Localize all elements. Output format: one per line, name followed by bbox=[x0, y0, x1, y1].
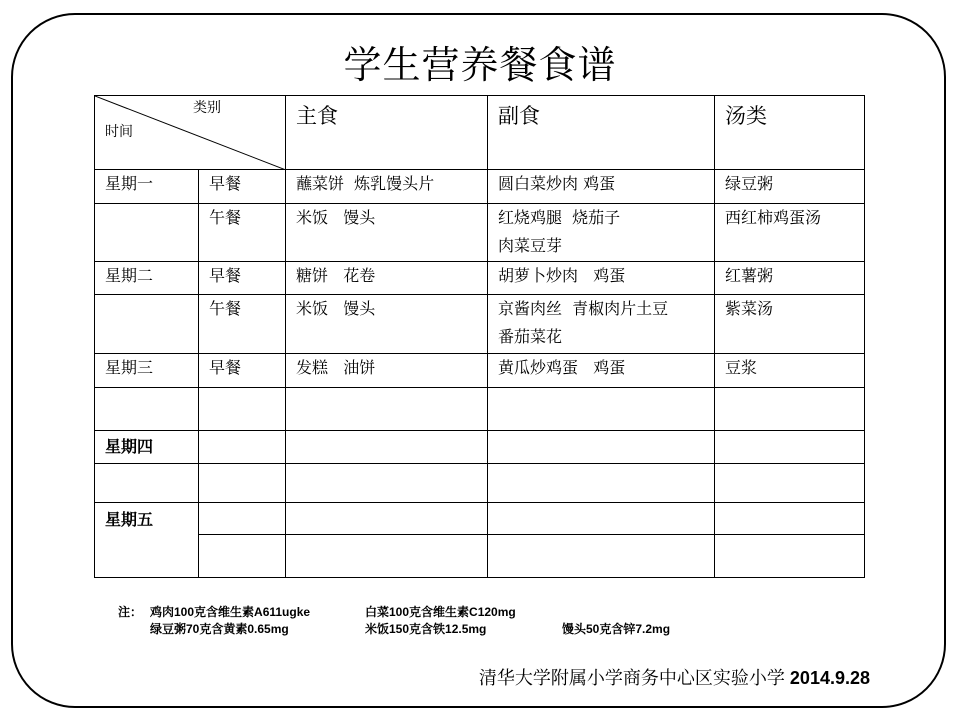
empty-cell bbox=[199, 464, 286, 503]
side-cell: 黄瓜炒鸡蛋 鸡蛋 bbox=[488, 354, 715, 388]
side-cell: 胡萝卜炒肉 鸡蛋 bbox=[488, 262, 715, 295]
note-chicken: 鸡肉100克含维生素A611ugke bbox=[150, 605, 311, 619]
empty-cell bbox=[488, 388, 715, 431]
day-cell bbox=[95, 295, 199, 354]
side-cell: 红烧鸡腿 烧茄子 肉菜豆芽 bbox=[488, 204, 715, 262]
empty-cell bbox=[715, 431, 865, 464]
table-row bbox=[95, 431, 865, 464]
empty-cell bbox=[488, 535, 715, 578]
header-staple: 主食 bbox=[286, 96, 488, 170]
note-label: 注： bbox=[118, 605, 143, 619]
empty-cell bbox=[286, 503, 488, 535]
empty-cell bbox=[95, 464, 199, 503]
soup-cell: 西红柿鸡蛋汤 bbox=[715, 204, 865, 262]
empty-cell bbox=[715, 388, 865, 431]
side-cell: 京酱肉丝 青椒肉片土豆 番茄菜花 bbox=[488, 295, 715, 354]
day-cell: 星期三 bbox=[95, 354, 199, 388]
empty-cell bbox=[286, 431, 488, 464]
day-cell: 星期四 bbox=[95, 431, 199, 464]
note-bun: 馒头50克含锌7.2mg bbox=[562, 622, 671, 636]
day-cell: 星期一 bbox=[95, 170, 199, 204]
table-row bbox=[95, 503, 865, 535]
note-rice: 米饭150克含铁12.5mg bbox=[365, 622, 487, 636]
empty-cell bbox=[199, 535, 286, 578]
page-title: 学生营养餐食谱 bbox=[343, 43, 617, 87]
table-row bbox=[95, 262, 865, 295]
table-row bbox=[95, 295, 865, 354]
table-row bbox=[95, 204, 865, 262]
meal-cell: 早餐 bbox=[199, 170, 286, 204]
staple-cell: 发糕 油饼 bbox=[286, 354, 488, 388]
meal-cell: 午餐 bbox=[199, 204, 286, 262]
table-row bbox=[95, 535, 865, 578]
category-label: 类别 bbox=[193, 100, 221, 116]
empty-cell bbox=[715, 503, 865, 535]
empty-cell bbox=[488, 464, 715, 503]
day-cell bbox=[95, 204, 199, 262]
header-side: 副食 bbox=[488, 96, 715, 170]
day-cell: 星期五 bbox=[95, 503, 199, 578]
soup-cell: 绿豆粥 bbox=[715, 170, 865, 204]
footer-date: 2014.9.28 bbox=[789, 668, 870, 688]
school-name: 清华大学附属小学商务中心区实验小学 bbox=[478, 668, 785, 688]
meal-cell: 早餐 bbox=[199, 354, 286, 388]
staple-cell: 蘸菜饼 炼乳馒头片 bbox=[286, 170, 488, 204]
soup-cell: 红薯粥 bbox=[715, 262, 865, 295]
empty-cell bbox=[286, 464, 488, 503]
day-cell: 星期二 bbox=[95, 262, 199, 295]
time-label: 时间 bbox=[105, 124, 133, 140]
empty-cell bbox=[199, 503, 286, 535]
table-row bbox=[95, 464, 865, 503]
side-cell: 圆白菜炒肉 鸡蛋 bbox=[488, 170, 715, 204]
table-header-row bbox=[95, 96, 865, 170]
staple-cell: 米饭 馒头 bbox=[286, 295, 488, 354]
staple-cell: 米饭 馒头 bbox=[286, 204, 488, 262]
footer bbox=[479, 664, 870, 690]
note-cabbage: 白菜100克含维生素C120mg bbox=[365, 605, 516, 619]
header-soup: 汤类 bbox=[715, 96, 865, 170]
empty-cell bbox=[715, 464, 865, 503]
table-row bbox=[95, 170, 865, 204]
note-mungbean: 绿豆粥70克含黄素0.65mg bbox=[150, 622, 289, 636]
empty-cell bbox=[199, 388, 286, 431]
empty-cell bbox=[95, 388, 199, 431]
empty-cell bbox=[488, 503, 715, 535]
meal-cell: 早餐 bbox=[199, 262, 286, 295]
table-row bbox=[95, 388, 865, 431]
soup-cell: 紫菜汤 bbox=[715, 295, 865, 354]
menu-table bbox=[94, 95, 865, 578]
empty-cell bbox=[286, 388, 488, 431]
empty-cell bbox=[286, 535, 488, 578]
corner-cell bbox=[95, 96, 286, 170]
empty-cell bbox=[715, 535, 865, 578]
table-row bbox=[95, 354, 865, 388]
soup-cell: 豆浆 bbox=[715, 354, 865, 388]
empty-cell bbox=[199, 431, 286, 464]
staple-cell: 糖饼 花卷 bbox=[286, 262, 488, 295]
meal-cell: 午餐 bbox=[199, 295, 286, 354]
empty-cell bbox=[488, 431, 715, 464]
